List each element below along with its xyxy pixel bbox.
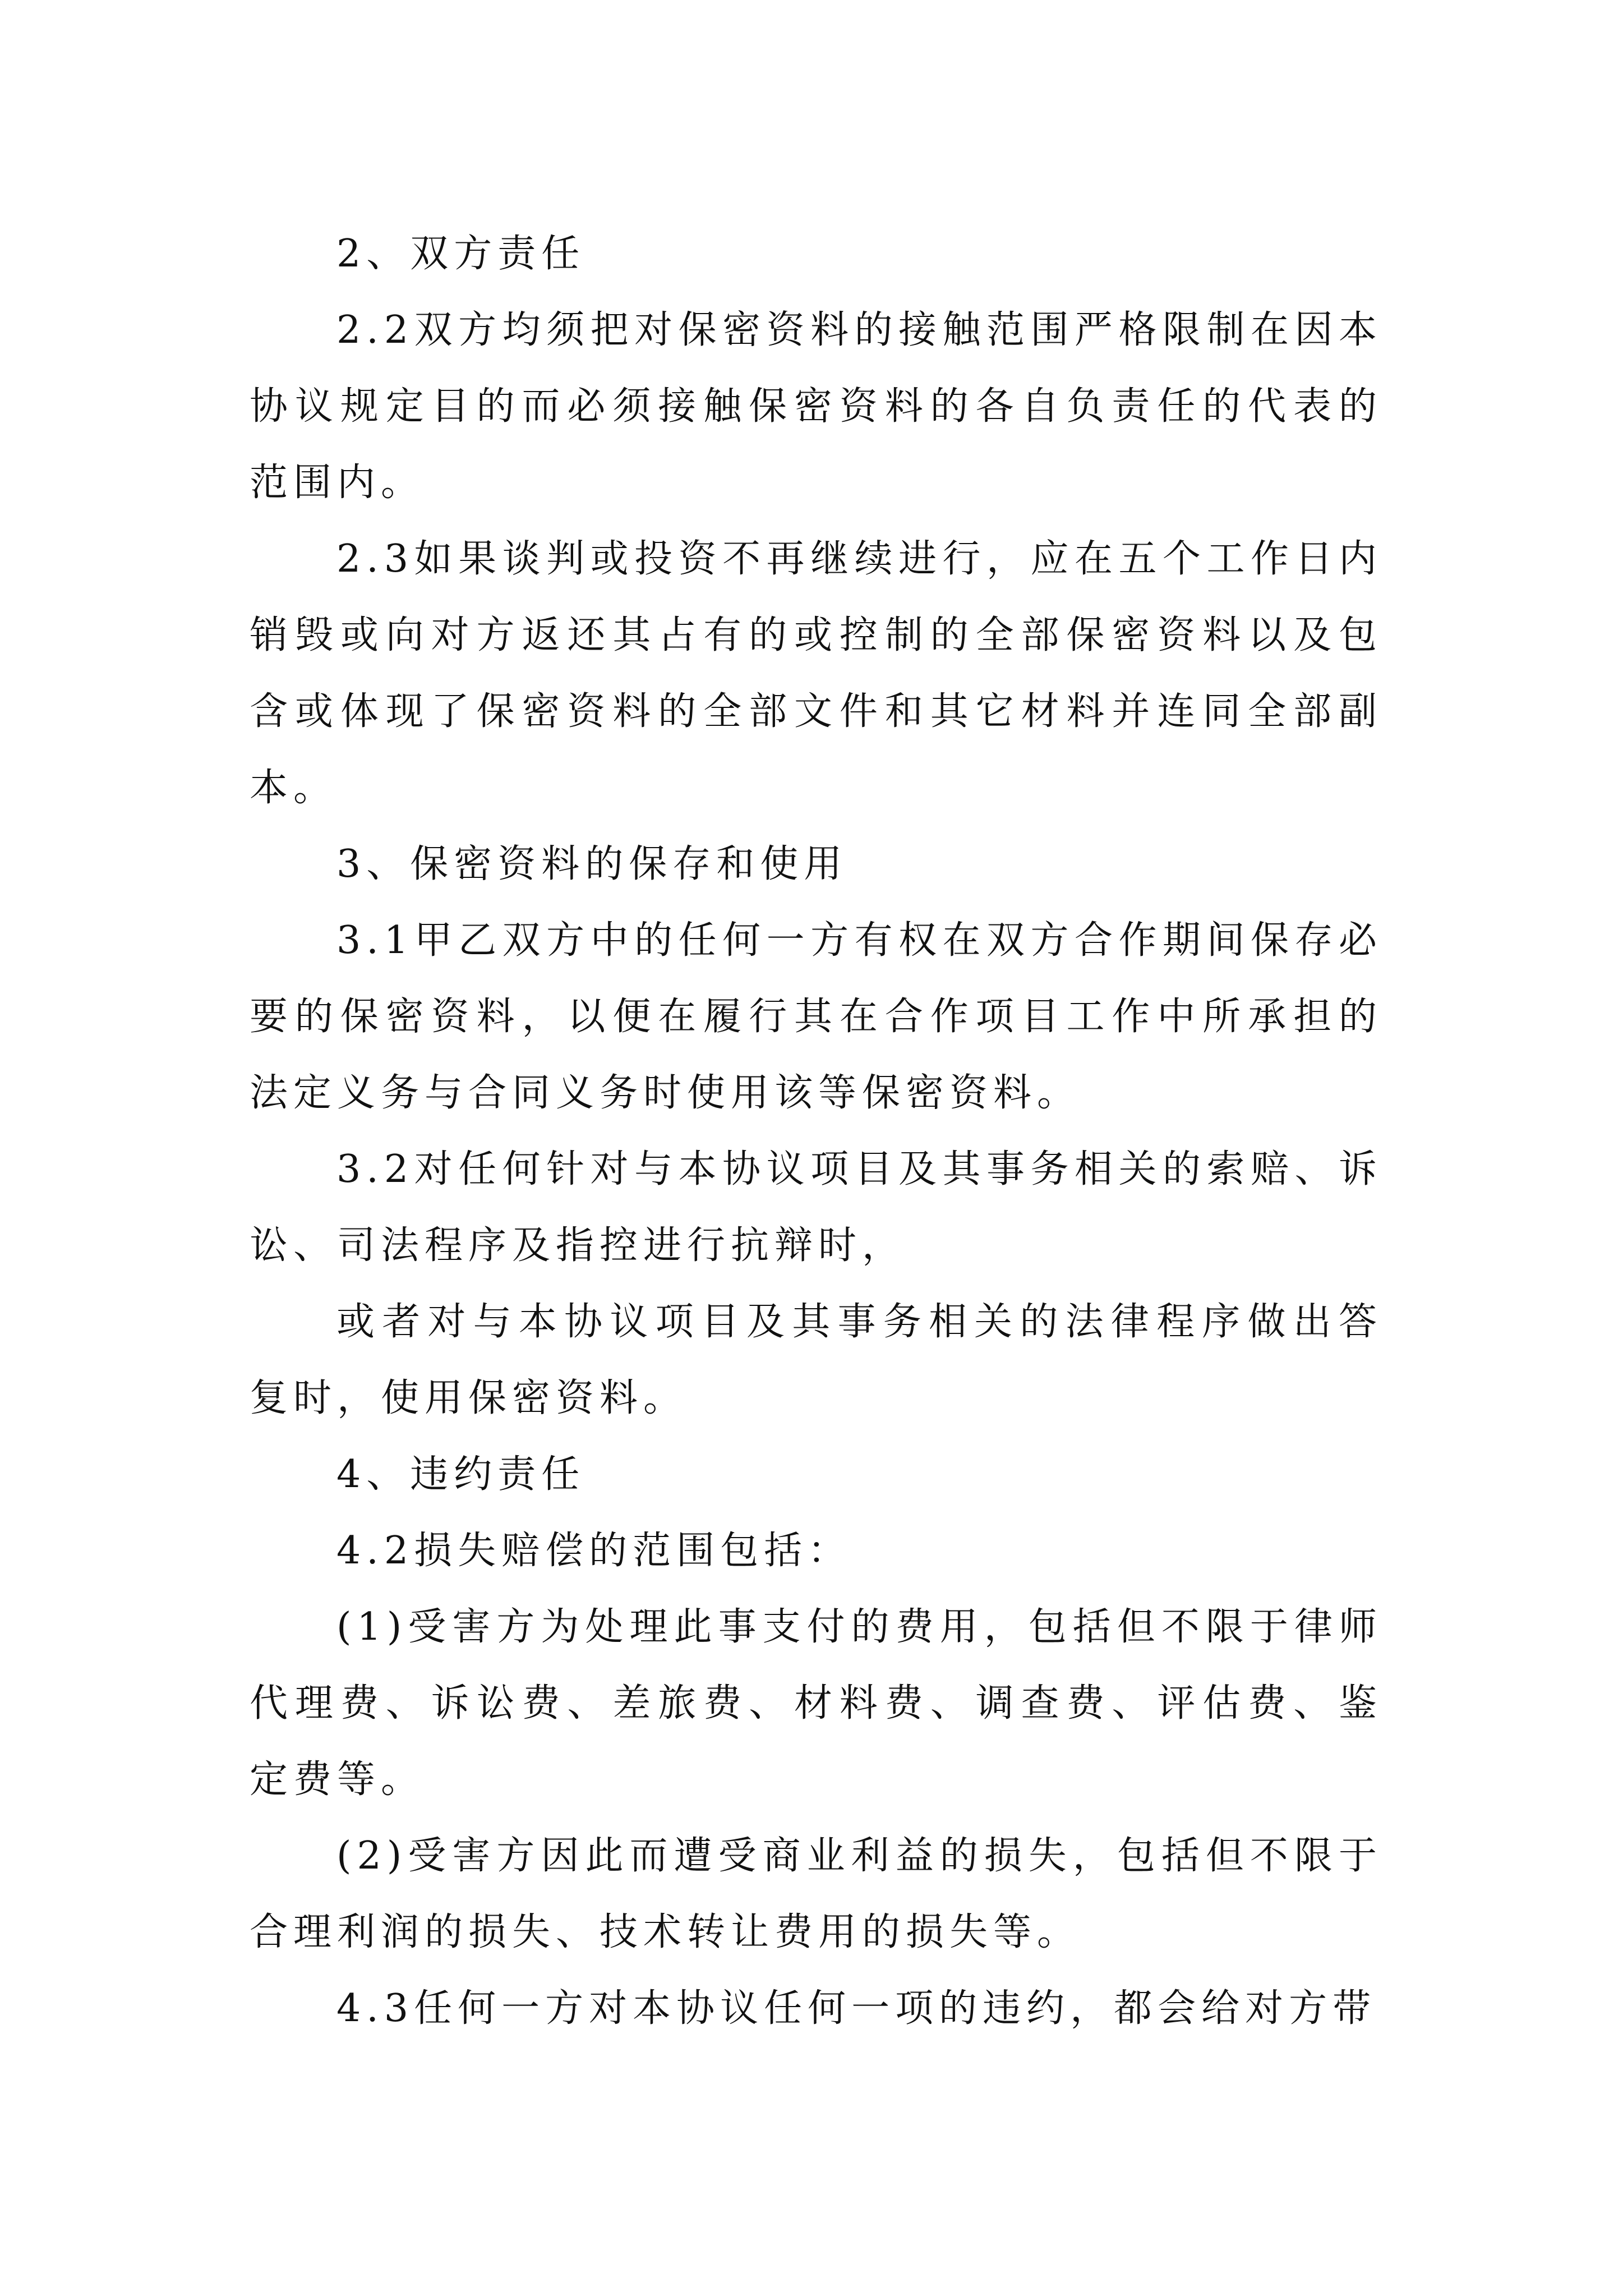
clause-4-2: 4.2损失赔偿的范围包括： bbox=[336, 1529, 852, 1573]
section-heading-4: 4、违约责任 bbox=[336, 1452, 585, 1497]
document-body bbox=[250, 216, 1382, 2047]
section-heading-3: 3、保密资料的保存和使用 bbox=[336, 842, 848, 886]
clause-2-3: 2.3如果谈判或投资不再继续进行，应在五个工作日内销毁或向对方返还其占有的或控制的全部保密资料以及包含或体现了保密资料的全部文件和其它材料并连同全部副本。 bbox=[250, 537, 1382, 810]
clause-3-2-continued: 或者对与本协议项目及其事务相关的法律程序做出答复时，使用保密资料。 bbox=[250, 1300, 1382, 1420]
clause-4-2-item-2: (2)受害方因此而遭受商业利益的损失，包括但不限于合理利润的损失、技术转让费用的损失等。 bbox=[250, 1834, 1382, 1954]
clause-3-1: 3.1甲乙双方中的任何一方有权在双方合作期间保存必要的保密资料，以便在履行其在合作项目工作中所承担的法定义务与合同义务时使用该等保密资料。 bbox=[250, 918, 1382, 1115]
section-heading-2: 2、双方责任 bbox=[336, 232, 585, 276]
clause-4-2-item-1: (1)受害方为处理此事支付的费用，包括但不限于律师代理费、诉讼费、差旅费、材料费、调查费、评估费、鉴定费等。 bbox=[250, 1605, 1382, 1802]
clause-3-2: 3.2对任何针对与本协议项目及其事务相关的索赔、诉讼、司法程序及指控进行抗辩时， bbox=[250, 1147, 1382, 1268]
clause-2-2: 2.2双方均须把对保密资料的接触范围严格限制在因本协议规定目的而必须接触保密资料的各自负责任的代表的范围内。 bbox=[250, 308, 1382, 505]
clause-4-3: 4.3任何一方对本协议任何一项的违约，都会给对方带 bbox=[336, 1986, 1377, 2031]
